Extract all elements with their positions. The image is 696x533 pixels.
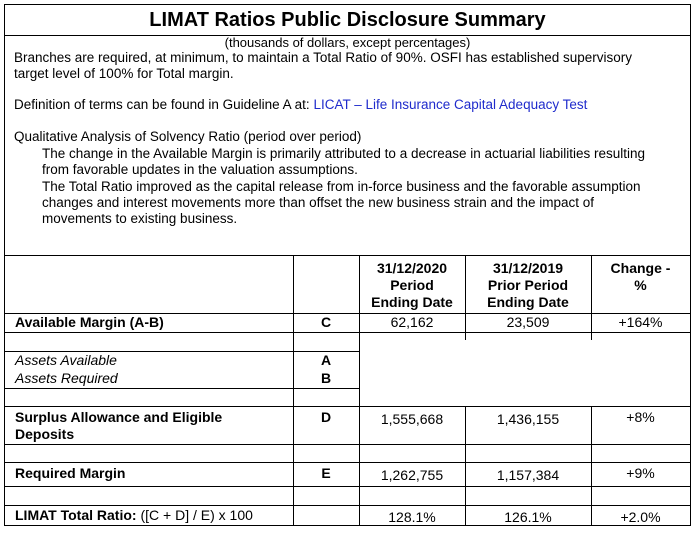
- value-available-margin-current: 62,162: [390, 314, 434, 330]
- header-text: 31/12/2020: [376, 260, 448, 276]
- header-text: Change -: [610, 260, 671, 276]
- licat-guideline-link[interactable]: LICAT – Life Insurance Capital Adequacy Test: [313, 97, 588, 112]
- definition-prefix: Definition of terms can be found in Guideline A at:: [14, 97, 314, 112]
- row-label-assets-available: Assets Available: [15, 352, 117, 368]
- intro-line-2: target level of 100% for Total margin.: [14, 66, 234, 81]
- value-total-ratio-current: 128.1%: [388, 509, 436, 525]
- row-label-surplus: [15, 409, 222, 443]
- row-label-line: Deposits: [15, 426, 75, 442]
- row-label-available-margin: Available Margin (A-B): [15, 314, 164, 330]
- header-text: 31/12/2019: [492, 260, 564, 276]
- value-required-margin-change: +9%: [626, 465, 655, 481]
- row-label-required-margin: Required Margin: [15, 465, 126, 481]
- page-subtitle: (thousands of dollars, except percentages): [224, 35, 471, 50]
- value-required-margin-prior: 1,157,384: [496, 467, 560, 483]
- row-label-assets-required: Assets Required: [15, 370, 118, 386]
- row-code-b: B: [320, 370, 332, 386]
- grid-line: [293, 255, 294, 525]
- value-total-ratio-change: +2.0%: [620, 509, 661, 525]
- grid-line: [5, 486, 690, 487]
- header-change: [591, 260, 690, 294]
- value-required-margin-current: 1,262,755: [380, 467, 444, 483]
- value-surplus-change: +8%: [626, 409, 655, 425]
- value-surplus-prior: 1,436,155: [496, 411, 560, 427]
- grid-line: [5, 406, 690, 407]
- total-ratio-formula: ([C + D] / E) x 100: [136, 507, 253, 523]
- qualitative-heading: Qualitative Analysis of Solvency Ratio (period over period): [14, 129, 362, 144]
- value-available-margin-prior: 23,509: [506, 314, 550, 330]
- header-text: Prior Period: [487, 277, 569, 293]
- row-code-a: A: [320, 352, 332, 368]
- intro-line-1: Branches are required, at minimum, to maintain a Total Ratio of 90%. OSFI has established supervisory: [14, 50, 633, 65]
- page-title: LIMAT Ratios Public Disclosure Summary: [149, 9, 546, 31]
- row-label-total-ratio: [15, 507, 253, 524]
- value-surplus-current: 1,555,668: [380, 411, 444, 427]
- header-current-period: [359, 260, 465, 311]
- header-text: Period: [390, 277, 434, 293]
- definition-line: [14, 97, 587, 113]
- header-text: Ending Date: [487, 294, 569, 310]
- grid-line: [5, 505, 690, 506]
- grid-line: [5, 332, 690, 333]
- header-prior-period: [465, 260, 591, 311]
- para2-line2: changes and interest movements more than offset the new business strain and the impact of: [42, 195, 595, 210]
- row-code-e: E: [321, 465, 331, 481]
- disclosure-frame: [4, 4, 691, 526]
- grid-line: [5, 462, 690, 463]
- row-code-c: C: [320, 314, 332, 330]
- para2-line1: The Total Ratio improved as the capital release from in-force business and the favorable assumption: [42, 179, 641, 194]
- section-divider: [5, 255, 690, 256]
- header-text: %: [634, 277, 647, 293]
- para1-line2: from favorable updates in the valuation assumptions.: [42, 162, 358, 177]
- row-code-d: D: [320, 409, 332, 425]
- value-total-ratio-prior: 126.1%: [504, 509, 552, 525]
- para2-line3: movements to existing business.: [42, 211, 238, 226]
- grid-line: [5, 388, 359, 389]
- para1-line1: The change in the Available Margin is primarily attributed to a decrease in actuarial liabilities resulting: [42, 146, 646, 161]
- value-available-margin-change: +164%: [618, 314, 663, 330]
- total-ratio-label: LIMAT Total Ratio:: [15, 507, 137, 523]
- grid-line: [5, 444, 690, 445]
- header-text: Ending Date: [371, 294, 453, 310]
- row-label-line: Surplus Allowance and Eligible: [15, 409, 223, 425]
